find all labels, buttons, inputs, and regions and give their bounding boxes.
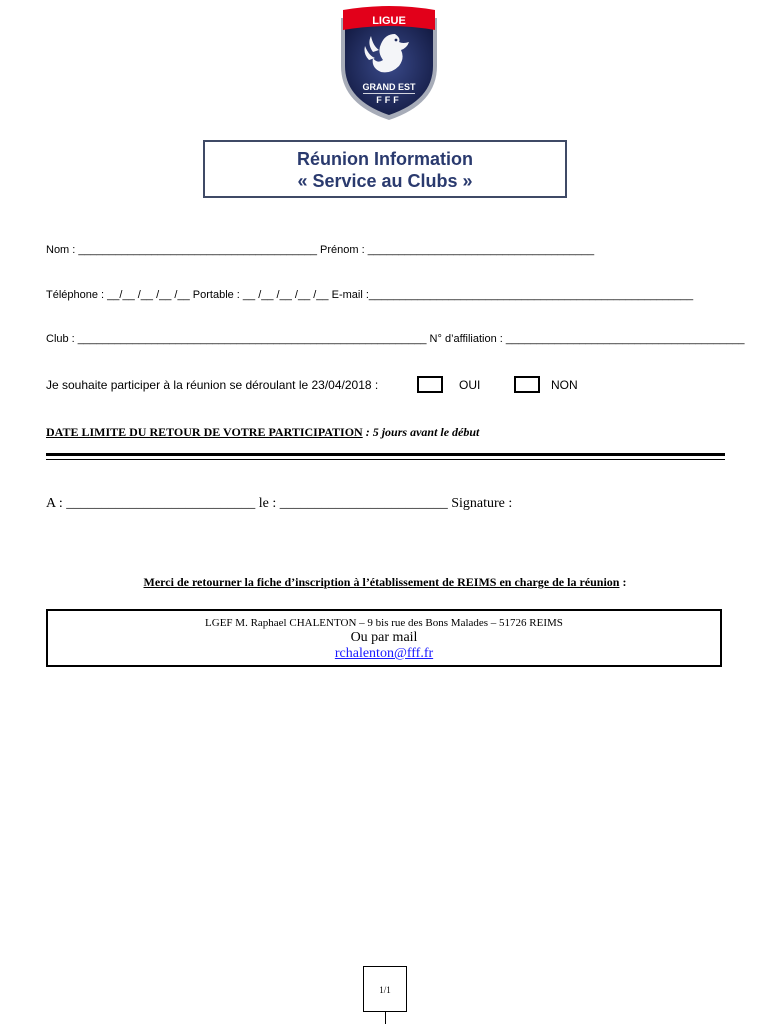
email-link[interactable]: rchalenton@fff.fr <box>334 646 434 661</box>
nom-prenom-line: Nom : _______________________________________ Prénom : _____________________________________ <box>46 244 595 256</box>
document-title: Réunion Information <box>297 149 473 169</box>
page-number: 1/1 <box>363 966 407 1012</box>
or-by-mail: Ou par mail <box>350 630 418 645</box>
signature-line: A : ___________________________ le : ________________________ Signature : <box>46 496 513 511</box>
telephone-line: Téléphone : __/__ /__ /__ /__ Portable : __ /__ /__ /__ /__ E-mail :_____________________________________________________ <box>46 289 694 301</box>
participation-question: Je souhaite participer à la réunion se déroulant le 23/04/2018 : <box>46 378 379 392</box>
return-instructions-text: Merci de retourner la fiche d’inscription à l’établissement de REIMS en charge de la réunion <box>143 575 620 589</box>
logo-mid-text: GRAND EST <box>362 82 416 92</box>
deadline-line <box>46 425 479 440</box>
document-subtitle: « Service au Clubs » <box>297 171 473 191</box>
oui-label: OUI <box>459 378 481 392</box>
divider-thin <box>46 459 725 460</box>
return-instructions <box>0 575 770 590</box>
address-box <box>46 609 722 667</box>
return-instructions-colon: : <box>619 575 627 589</box>
oui-checkbox[interactable] <box>417 376 443 393</box>
non-label: NON <box>551 378 578 392</box>
title-box <box>203 140 567 198</box>
page-number-tick <box>385 1012 386 1024</box>
divider-thick <box>46 453 725 456</box>
club-line: Club : _________________________________________________________ N° d’affiliation : _______________________________________ <box>46 333 745 345</box>
logo-top-text: LIGUE <box>372 15 406 27</box>
logo-bottom-text: FFF <box>376 95 402 105</box>
postal-address: LGEF M. Raphael CHALENTON – 9 bis rue des Bons Malades – 51726 REIMS <box>205 617 563 629</box>
non-checkbox[interactable] <box>514 376 540 393</box>
ligue-grand-est-logo <box>333 4 445 122</box>
deadline-value: : 5 jours avant le début <box>362 425 480 439</box>
deadline-label: DATE LIMITE DU RETOUR DE VOTRE PARTICIPATION <box>46 425 363 439</box>
